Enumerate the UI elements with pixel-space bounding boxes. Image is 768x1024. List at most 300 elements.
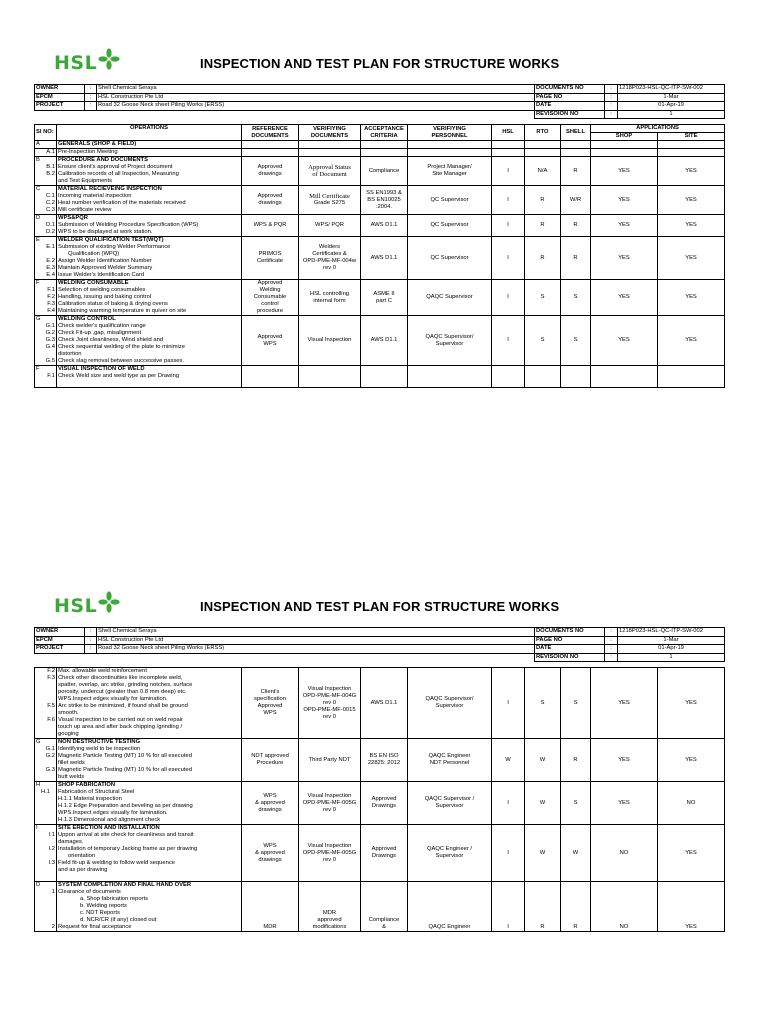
cell-text: Approved	[257, 164, 283, 170]
acceptance-criteria	[361, 782, 408, 825]
hsl-code: I	[492, 668, 525, 739]
page-header	[34, 50, 724, 84]
cell-text: rev 0	[323, 856, 336, 863]
shop-applies: NO	[591, 825, 658, 882]
date-value: 01-Apr-19	[618, 102, 725, 111]
operation: Check Weld size and weld type as per Drawing	[58, 373, 180, 379]
logo-text: HSL	[54, 595, 98, 617]
revision-label: REVISOION NO	[535, 110, 605, 119]
empty-cell	[299, 141, 361, 149]
item-id: C.2	[45, 200, 55, 206]
operation: Visual inspection to be carried out on weld repair	[58, 717, 183, 723]
empty-cell	[242, 149, 299, 157]
col-applications: APPLICATIONS	[591, 125, 725, 133]
acceptance-criteria	[361, 280, 408, 316]
cell-text: Visual Inspection	[307, 685, 352, 692]
operation: Magnetic Particle Testing (MT) 10 % for all executed	[58, 767, 192, 773]
operation: Assign Welder Identification Number	[58, 258, 152, 264]
reference-documents	[242, 825, 299, 882]
operation: Check Joint cleanliness, Wind shield and	[58, 337, 164, 343]
cell-text: WPS	[263, 710, 277, 716]
item-id: G.1	[45, 323, 55, 329]
revision-value: 1	[618, 653, 725, 662]
table-row	[35, 882, 725, 932]
empty-cell	[242, 366, 299, 388]
shell-code: S	[561, 316, 591, 366]
cell-text: Approved	[257, 193, 283, 199]
item-id: A.1	[35, 149, 57, 157]
operations	[57, 825, 242, 882]
section-id: G	[36, 316, 41, 322]
operations	[57, 316, 242, 366]
verifying-personnel: QAQC Engineer	[408, 882, 492, 932]
section-id: F	[36, 366, 40, 372]
cell-text: drawings	[258, 856, 282, 863]
operation: Check Fit-up ,gap, misalignment	[58, 330, 142, 336]
cell-text: Procedure	[256, 760, 284, 766]
verifying-documents: Visual Inspection	[299, 316, 361, 366]
operation: Field fit-up & welding to follow weld sequence	[58, 860, 175, 866]
itp-page-2	[34, 593, 724, 932]
item-id: G.5	[45, 358, 55, 364]
acceptance-criteria: AWS D1.1	[361, 668, 408, 739]
section-title: SYSTEM COMPLETION AND FINAL HAND OVER	[58, 882, 192, 888]
cell-text: OPD-PME-MF-004w	[302, 258, 357, 264]
table-row	[35, 149, 725, 157]
empty-cell	[492, 149, 525, 157]
hsl-logo	[54, 595, 120, 617]
cell-text: Approved	[371, 846, 397, 852]
hsl-code: I	[492, 882, 525, 932]
section-id: F	[36, 280, 40, 286]
table-row	[35, 237, 725, 280]
colon: :	[605, 653, 618, 662]
table-row	[35, 782, 725, 825]
operations	[57, 668, 242, 739]
empty-cell	[408, 149, 492, 157]
operation: and Test Equipments	[58, 178, 113, 184]
col-reference-documents	[242, 125, 299, 141]
acceptance-criteria	[361, 825, 408, 882]
item-id: C.1	[45, 193, 55, 199]
cell-text: procedure	[256, 308, 284, 314]
shop-applies: NO	[591, 882, 658, 932]
item-ids	[35, 237, 57, 280]
operation: Submission of existing Welder Performance	[58, 244, 171, 250]
owner-value: Shell Chemical Seraya	[97, 628, 535, 637]
verifying-documents	[299, 782, 361, 825]
cell-text: :2004.	[375, 203, 393, 210]
operation: Magnetic Particle Testing (MT) 10 % for all executed	[58, 753, 192, 759]
blank-cell	[35, 110, 85, 119]
operation: Maintain Approved Welder Summary	[58, 265, 153, 271]
project-value: Road 32 Goose Neck sheet Piling Works (ERSS)	[97, 645, 535, 654]
table-row	[35, 668, 725, 739]
empty-cell	[492, 141, 525, 149]
empty-cell	[361, 149, 408, 157]
section-id: A	[35, 141, 57, 149]
colon: :	[85, 93, 97, 102]
colon: :	[605, 645, 618, 654]
reference-documents	[242, 280, 299, 316]
operations	[57, 782, 242, 825]
page-title: INSPECTION AND TEST PLAN FOR STRUCTURE WORKS	[200, 599, 560, 614]
cell-text: Compliance	[368, 917, 400, 923]
rto-code: S	[525, 280, 561, 316]
section-title: SITE ERECTION AND INSTALLATION	[58, 825, 160, 831]
doc-no-label: DOCUMENTS NO	[535, 628, 605, 637]
operation: Calibration status of baking & drying ovens	[58, 301, 168, 307]
col-operations: OPERATIONS	[57, 125, 242, 141]
epcm-value: HSL Construction Pte Ltd	[97, 636, 535, 645]
rto-code: S	[525, 668, 561, 739]
project-label: PROJECT	[35, 102, 85, 111]
item-id: D.2	[45, 229, 55, 235]
cell-text: Approved	[257, 333, 283, 340]
rto-code: R	[525, 186, 561, 215]
table-row	[35, 280, 725, 316]
operation: smooth.	[58, 710, 79, 716]
operation: Maintaining warming temperature in quiver on site	[58, 308, 187, 314]
cell-text: PRIMOS	[258, 251, 282, 257]
operation: Mill certificate review	[58, 207, 112, 213]
col-hsl: HSL	[492, 125, 525, 141]
empty-cell	[658, 149, 725, 157]
cell-text: QAQC Engineer	[428, 753, 471, 759]
project-label: PROJECT	[35, 645, 85, 654]
hsl-code: I	[492, 237, 525, 280]
date-value: 01-Apr-19	[618, 645, 725, 654]
cell-text: Visual Inspection	[307, 842, 352, 849]
colon: :	[605, 110, 618, 119]
operation: Identifying weld to be inspection	[58, 746, 141, 752]
operation: Handling, issuing and baking control	[58, 294, 152, 300]
verifying-documents	[299, 157, 361, 186]
operation: H.1.2 Edge Preparation and beveling as per drawing	[58, 803, 193, 809]
cell-text: Consumable	[253, 294, 287, 300]
empty-cell	[658, 141, 725, 149]
hsl-code: I	[492, 782, 525, 825]
site-applies: YES	[658, 280, 725, 316]
reference-documents: WPS & PQR	[242, 215, 299, 237]
empty-cell	[525, 149, 561, 157]
header-text: VERIFIYING	[313, 125, 346, 132]
empty-cell	[242, 141, 299, 149]
operations	[57, 366, 242, 388]
operation: Incoming material inspection	[58, 193, 132, 199]
acceptance-criteria: AWS D1.1	[361, 237, 408, 280]
empty-cell	[658, 366, 725, 388]
cell-text: WPS	[263, 842, 277, 849]
cell-text: internal form	[313, 297, 346, 304]
colon: :	[605, 628, 618, 637]
rto-code: R	[525, 237, 561, 280]
operation: Heat number verification of the materials received	[58, 200, 186, 206]
cell-text: BS EN10025	[367, 196, 401, 203]
item-ids	[35, 157, 57, 186]
rto-code: W	[525, 782, 561, 825]
reference-documents	[242, 782, 299, 825]
item-id: H.1	[40, 789, 51, 795]
cell-text: drawings	[258, 171, 282, 177]
reference-documents	[242, 739, 299, 782]
acceptance-criteria: AWS D1.1	[361, 316, 408, 366]
doc-no-label: DOCUMENTS NO	[535, 85, 605, 94]
item-ids	[35, 882, 57, 932]
empty-cell	[561, 366, 591, 388]
colon: :	[605, 102, 618, 111]
operation: Pre-Inspection Meeting	[57, 149, 242, 157]
header-text: DOCUMENTS	[251, 132, 289, 139]
shop-applies: YES	[591, 157, 658, 186]
logo-text: HSL	[54, 52, 98, 74]
site-applies: NO	[658, 782, 725, 825]
operation: Selection of welding consumables	[58, 287, 146, 293]
page-header	[34, 593, 724, 627]
operations	[57, 882, 242, 932]
owner-label: OWNER	[35, 85, 85, 94]
item-id: I.2	[48, 846, 55, 852]
verifying-personnel	[408, 782, 492, 825]
cell-text: OPD-PME-MF-004G	[302, 692, 357, 699]
operation: Check slag removal between successive passes.	[58, 358, 184, 364]
cell-text: Approval Status	[308, 164, 351, 171]
cell-text: Project Manager/	[427, 164, 472, 170]
operation: Check welder's qualification range	[58, 323, 146, 329]
section-title: WELDING CONTROL	[58, 316, 116, 322]
hsl-code: I	[492, 316, 525, 366]
item-id: E.1	[46, 244, 55, 250]
verifying-documents	[299, 882, 361, 932]
cell-text: QAQC Supervisor /	[424, 796, 475, 802]
operation: WPS.Inspect edges visually for lamination.	[58, 810, 168, 816]
cell-text: control	[261, 301, 279, 307]
empty-cell	[492, 366, 525, 388]
cell-text: Welding	[259, 287, 281, 293]
rto-code: N/A	[525, 157, 561, 186]
item-ids	[35, 825, 57, 882]
shell-code: R	[561, 739, 591, 782]
verifying-documents: Third Party NDT	[299, 739, 361, 782]
cell-text: Approved	[371, 796, 397, 802]
site-applies: YES	[658, 186, 725, 215]
blank-cell	[85, 653, 97, 662]
acceptance-criteria: Compliance	[361, 157, 408, 186]
blank-cell	[35, 653, 85, 662]
item-id: G.3	[45, 337, 55, 343]
verifying-documents: WPS/ PQR	[299, 215, 361, 237]
reference-documents	[242, 316, 299, 366]
item-id: I.3	[48, 860, 55, 866]
section-id: D	[36, 215, 41, 221]
table-row	[35, 157, 725, 186]
site-applies: YES	[658, 237, 725, 280]
cell-text: approved	[317, 917, 342, 923]
hsl-code: I	[492, 280, 525, 316]
hsl-code: W	[492, 739, 525, 782]
shop-applies: YES	[591, 215, 658, 237]
section-id: I	[36, 825, 38, 831]
reference-documents	[242, 237, 299, 280]
section-id: D	[36, 882, 41, 888]
itp-table-page-2	[34, 667, 725, 932]
site-applies: YES	[658, 157, 725, 186]
doc-no-value: 1218P023-HSL-QC-ITP-SW-002	[618, 628, 725, 637]
cell-text: Site Manager	[432, 171, 467, 177]
page-title: INSPECTION AND TEST PLAN FOR STRUCTURE WORKS	[200, 56, 560, 71]
cell-text: Client's	[260, 689, 280, 695]
verifying-personnel	[408, 825, 492, 882]
operation: Issue Welder's Identification Card	[58, 272, 145, 278]
item-id: G.2	[45, 753, 55, 759]
header-text: ACCEPTANCE	[364, 125, 404, 132]
itp-table-page-1	[34, 124, 725, 388]
reference-documents	[242, 157, 299, 186]
verifying-personnel	[408, 157, 492, 186]
section-title: NON DESTRUCTIVE TESTING	[58, 739, 141, 745]
shop-applies: YES	[591, 739, 658, 782]
cell-text: Certificates &	[312, 251, 347, 257]
operation: Request for final acceptance	[58, 924, 132, 930]
operation: and as per drawing	[58, 867, 108, 873]
project-value: Road 32 Goose Neck sheet Piling Works (ERSS)	[97, 102, 535, 111]
colon: :	[85, 636, 97, 645]
item-id: F.4	[47, 308, 55, 314]
operation: Fabrication of Structural Steel	[58, 789, 135, 795]
operation: butt welds	[58, 774, 85, 780]
verifying-documents	[299, 186, 361, 215]
operation: WPS.Inspect edges visually for lamination.	[58, 696, 168, 702]
blank-cell	[85, 110, 97, 119]
header-text: CRITERIA	[370, 132, 398, 139]
site-applies: YES	[658, 882, 725, 932]
item-id: F.1	[47, 287, 55, 293]
header-text: DOCUMENTS	[310, 132, 349, 139]
item-ids	[35, 668, 57, 739]
cell-text: Drawings	[371, 853, 397, 859]
section-id: B	[36, 157, 40, 163]
item-ids	[35, 782, 57, 825]
operation: Max. allowable weld reinforcement	[58, 668, 147, 674]
cell-text: WPS	[263, 792, 277, 799]
empty-cell	[561, 149, 591, 157]
empty-cell	[361, 366, 408, 388]
operation: Qualification (WPQ)	[68, 251, 120, 257]
cell-text: Certificate	[256, 258, 284, 264]
empty-cell	[408, 366, 492, 388]
operation: d. NCR/CR (if any) closed out	[80, 917, 157, 923]
epcm-value: HSL Construction Pte Ltd	[97, 93, 535, 102]
item-id: I.1	[48, 832, 55, 838]
cell-text: OPD-PME-MF-005G	[302, 799, 357, 806]
cell-text: specification	[254, 696, 286, 702]
page-no-value: 1-Mar	[618, 93, 725, 102]
table-row	[35, 825, 725, 882]
item-id: G.3	[45, 767, 55, 773]
cell-text: Approved	[257, 703, 283, 709]
item-id: B.1	[46, 164, 55, 170]
cell-text: Supervisor	[435, 853, 464, 859]
cell-text: SS EN1993 &	[366, 189, 402, 196]
operation: distortion	[58, 351, 82, 357]
col-rto: RTO	[525, 125, 561, 141]
date-label: DATE	[535, 102, 605, 111]
empty-cell	[525, 141, 561, 149]
col-acceptance-criteria	[361, 125, 408, 141]
section-title: PROCEDURE AND DOCUMENTS	[58, 157, 148, 163]
rto-code: R	[525, 215, 561, 237]
itp-page-1	[34, 50, 724, 388]
cell-text: & approved	[255, 849, 285, 856]
verifying-documents	[299, 668, 361, 739]
acceptance-criteria	[361, 882, 408, 932]
table-row	[35, 316, 725, 366]
item-id: F.2	[47, 668, 55, 674]
operation: Ensure client's approval of Project document	[58, 164, 173, 170]
item-ids	[35, 186, 57, 215]
shell-code: W	[561, 825, 591, 882]
verifying-personnel: QAQC Supervisor	[408, 280, 492, 316]
section-title: MATERIAL RECIEVEING INSPECTION	[58, 186, 162, 192]
section-title: WPS&PQR	[58, 215, 88, 221]
table-row	[35, 186, 725, 215]
cell-text: WPS	[263, 340, 277, 347]
verifying-documents	[299, 237, 361, 280]
cell-text: QAQC Supervisor/	[425, 696, 474, 702]
page-no-value: 1-Mar	[618, 636, 725, 645]
item-ids	[35, 316, 57, 366]
cell-text: rev 0	[323, 265, 336, 271]
acceptance-criteria	[361, 186, 408, 215]
shell-code: S	[561, 782, 591, 825]
operation: Clearance of documents	[58, 889, 121, 895]
page-no-label: PAGE NO	[535, 636, 605, 645]
section-title: VISUAL INSPECTION OF WELD	[58, 366, 145, 372]
empty-cell	[591, 366, 658, 388]
item-id: B.2	[46, 171, 55, 177]
site-applies: YES	[658, 739, 725, 782]
item-id: F.6	[47, 717, 55, 723]
site-applies: YES	[658, 825, 725, 882]
header-text: PERSONNEL	[431, 132, 468, 139]
shop-applies: YES	[591, 316, 658, 366]
item-id: F.3	[47, 301, 55, 307]
operation: Uppon arrival at site check for cleanliness and transit	[58, 832, 194, 838]
cell-text: MDR	[322, 910, 337, 916]
rto-code: R	[525, 882, 561, 932]
cell-text: NDT Personnel	[429, 760, 470, 766]
date-label: DATE	[535, 645, 605, 654]
table-row	[35, 366, 725, 388]
cell-text: QAQC Supervisor/	[425, 333, 474, 340]
item-id: E.2	[46, 258, 55, 264]
col-site: SITE	[658, 133, 725, 141]
cell-text: QAQC Engineer /	[426, 846, 473, 852]
item-ids	[35, 215, 57, 237]
cell-text: 22825: 2012	[367, 760, 401, 766]
item-id: G.1	[45, 746, 55, 752]
operation: b. Welding reports	[80, 903, 127, 909]
operation: a. Shop fabrication reports	[80, 896, 148, 902]
hsl-leaf-icon	[98, 48, 120, 70]
colon: :	[85, 628, 97, 637]
operation: Submission of Welding Procedure Specification (WPS)	[58, 222, 199, 228]
colon: :	[85, 102, 97, 111]
operation: fillet welds	[58, 760, 85, 766]
col-shop: SHOP	[591, 133, 658, 141]
rto-code: S	[525, 316, 561, 366]
acceptance-criteria	[361, 739, 408, 782]
